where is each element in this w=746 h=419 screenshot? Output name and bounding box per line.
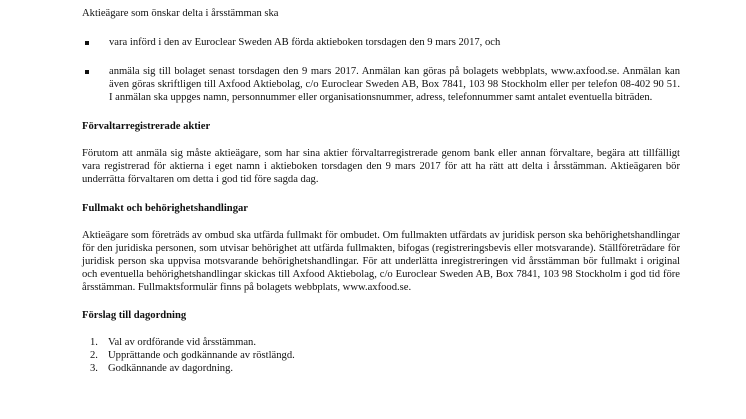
list-item-text: Upprättande och godkännande av röstlängd. xyxy=(108,350,295,361)
list-item xyxy=(82,336,680,349)
square-bullet-icon xyxy=(85,70,89,74)
list-item-text: Val av ordförande vid årsstämman. xyxy=(108,337,256,348)
list-item xyxy=(82,362,680,375)
square-bullet-icon xyxy=(85,41,89,45)
bullet-text: anmäla sig till bolaget senast torsdagen den 9 mars 2017. Anmälan kan göras på bolagets webbplats, www.axfood.se. Anmälan kan även göras skriftligen till Axfood Aktiebolag, c/o Euroclear Sweden AB, Box 7841, 103 98 Stockholm eller per telefon 08-402 90 51. I anmälan ska uppges namn, personnummer eller organisationsnummer, adress, telefonnummer samt antalet eventuella biträden. xyxy=(109,66,680,103)
section-body: Aktieägare som företräds av ombud ska utfärda fullmakt för ombudet. Om fullmakten utfärdats av juridisk person ska behörighetshandlingar för den juridiska personen, som utvisar behörighet att utfärda fullmakten, bifogas (registreringsbevis eller motsvarande). Ställföreträdare för juridisk person ska uppvisa motsvarande behörighetshandlingar. För att underlätta inregistreringen vid årsstämman bör fullmakt i original och eventuella behörighetshandlingar skickas till Axfood Aktiebolag, c/o Euroclear Sweden AB, Box 7841, 103 98 Stockholm i god tid före årsstämman. Fullmaktsformulär finns på bolagets webbplats, www.axfood.se. xyxy=(82,230,680,293)
list-item xyxy=(82,349,680,362)
section-forvaltarregistrerade xyxy=(82,120,680,186)
section-heading: Förvaltarregistrerade aktier xyxy=(82,121,211,132)
bullet-item xyxy=(82,36,680,49)
intro-text: Aktieägare som önskar delta i årsstämman ska xyxy=(82,8,279,19)
list-item-number: 3. xyxy=(90,363,98,374)
bullet-text: vara införd i den av Euroclear Sweden AB förda aktieboken torsdagen den 9 mars 2017, och xyxy=(109,37,501,48)
section-fullmakt xyxy=(82,202,680,294)
section-body: Förutom att anmäla sig måste aktieägare, som har sina aktier förvaltarregistrerade genom bank eller annan förvaltare, begära att tillfälligt vara registrerad för aktierna i eget namn i aktieboken torsdagen den 9 mars 2017 för att ha rätt att delta i årsstämman. Aktieägaren bör underrätta förvaltaren om detta i god tid före sagda dag. xyxy=(82,148,680,185)
section-dagordning xyxy=(82,309,680,375)
list-item-text: Godkännande av dagordning. xyxy=(108,363,234,374)
section-heading: Fullmakt och behörighetshandlingar xyxy=(82,203,248,214)
agenda-list xyxy=(82,336,680,375)
section-heading: Förslag till dagordning xyxy=(82,310,187,321)
bullet-list xyxy=(82,36,680,104)
document-page xyxy=(82,7,680,391)
list-item-number: 1. xyxy=(90,337,98,348)
bullet-item xyxy=(82,65,680,104)
list-item-number: 2. xyxy=(90,350,98,361)
